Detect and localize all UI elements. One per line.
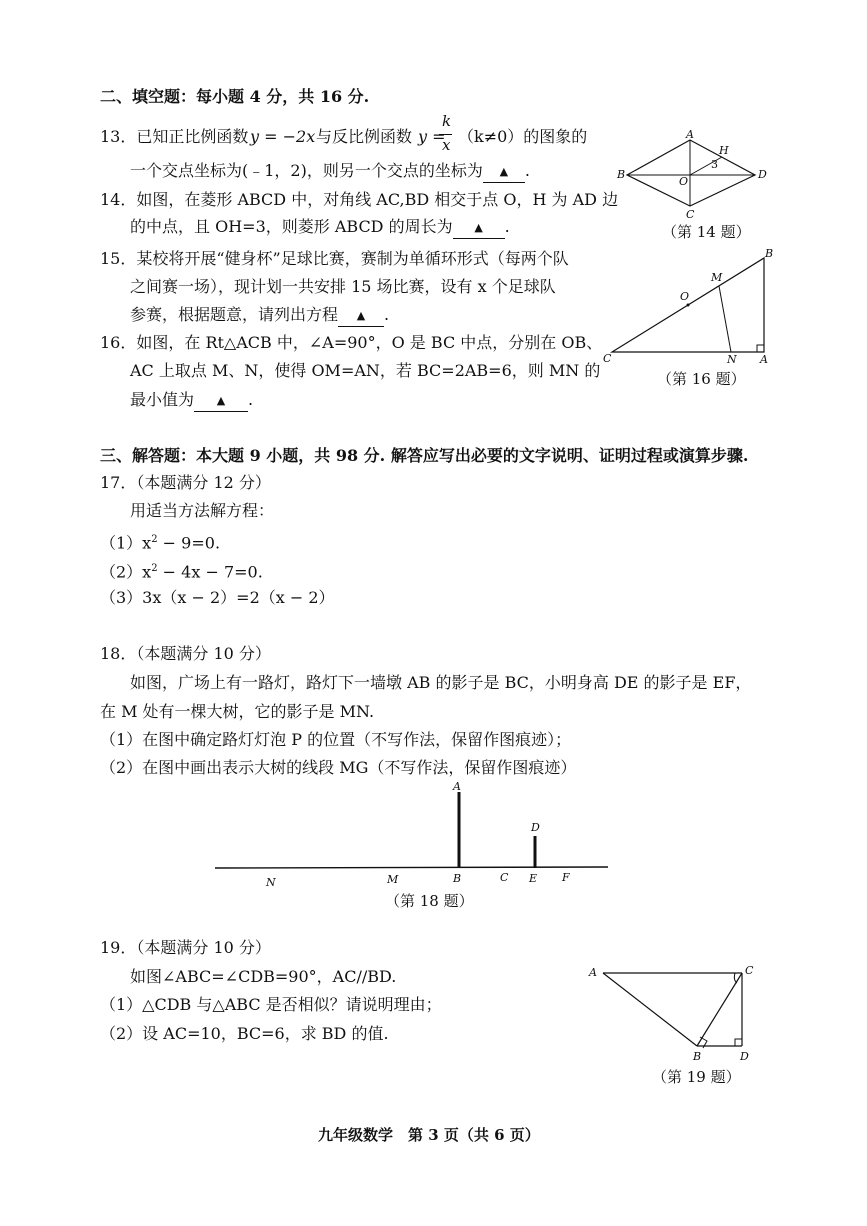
q13-text-a: 13．已知正比例函数 [100, 127, 249, 146]
label-N: N [727, 353, 737, 366]
label-C: C [686, 208, 695, 221]
figure-14-rhombus [615, 128, 785, 221]
period: . [524, 161, 530, 180]
q13-numerator: k [442, 112, 452, 130]
q13-text-c: （k≠0）的图象的 [458, 127, 588, 146]
q19-title: 19．（本题满分 10 分） [100, 938, 271, 957]
label-B: B [765, 247, 774, 260]
q14-line2-wrap [130, 216, 510, 239]
q17-1b: − 9=0. [157, 533, 221, 553]
q15-line2: 之间赛一场），现计划一共安排 15 场比赛，设有 x 个足球队 [130, 277, 556, 296]
squared: 2 [151, 563, 158, 574]
q17-intro: 用适当方法解方程： [130, 501, 275, 520]
answer-blank [194, 391, 248, 412]
q13-text-line2 [130, 160, 530, 183]
q15-line1: 15．某校将开展“健身杯”足球比赛，赛制为单循环形式（每两个队 [100, 249, 569, 268]
q18-line2: 在 M 处有一棵大树，它的影子是 MN. [100, 702, 375, 721]
label-3: 3 [711, 158, 718, 171]
q15-line3: 参赛，根据题意，请列出方程 [130, 305, 339, 324]
label-A: A [589, 966, 597, 979]
answer-mark: ▲ [474, 221, 483, 234]
figure-14-caption: （第 14 题） [662, 223, 751, 241]
label-F: F [562, 871, 570, 884]
figure-16-triangle [600, 248, 780, 368]
label-O: O [679, 175, 689, 188]
label-B: B [453, 872, 462, 885]
q18-part2: （2）在图中画出表示大树的线段 MG（不写作法，保留作图痕迹） [100, 758, 577, 777]
page-footer: 九年级数学 第 3 页（共 6 页） [318, 1126, 540, 1144]
label-B: B [617, 168, 626, 181]
label-D: D [758, 168, 767, 181]
q16-line1: 16．如图，在 Rt△ACB 中，∠A=90°，O 是 BC 中点，分别在 OB、 [100, 333, 603, 352]
q14-line1: 14．如图，在菱形 ABCD 中，对角线 AC,BD 相交于点 O，H 为 AD 边 [100, 190, 619, 209]
q16-line2: AC 上取点 M、N，使得 OM=AN，若 BC=2AB=6，则 MN 的 [130, 361, 601, 380]
q17-title: 17．（本题满分 12 分） [100, 473, 271, 492]
q18-title: 18．（本题满分 10 分） [100, 644, 271, 663]
q15-line3-wrap [130, 304, 389, 327]
label-N: N [266, 876, 276, 889]
q16-line3-wrap [130, 389, 253, 412]
answer-mark: ▲ [499, 165, 509, 178]
figure-19-caption: （第 19 题） [652, 1068, 741, 1086]
period: . [504, 217, 510, 236]
squared: 2 [151, 534, 158, 545]
q17-part2 [100, 558, 263, 583]
label-D: D [531, 821, 540, 834]
figure-16-caption: （第 16 题） [657, 370, 746, 388]
q18-part1: （1）在图中确定路灯灯泡 P 的位置（不写作法，保留作图痕迹）； [100, 730, 572, 749]
section-2-header: 二、填空题：每小题 4 分，共 16 分. [100, 87, 370, 106]
label-C: C [500, 871, 509, 884]
label-A: A [453, 780, 461, 793]
answer-blank [483, 162, 525, 183]
q13-formula-2: y = [418, 127, 446, 146]
label-M: M [711, 271, 723, 284]
q13-text-b: 与反比例函数 [316, 127, 413, 146]
answer-blank [453, 218, 505, 239]
label-M: M [387, 873, 399, 886]
label-E: E [529, 872, 538, 885]
fraction-bar [439, 134, 452, 135]
label-B: B [693, 1050, 702, 1063]
rhombus-outline [627, 140, 755, 206]
figure-18-lamp [215, 780, 615, 890]
q18-line1: 如图，广场上有一路灯，路灯下一墙墩 AB 的影子是 BC，小明身高 DE 的影子是 EF， [130, 673, 752, 692]
q17-part1 [100, 529, 220, 554]
label-A: A [686, 128, 694, 141]
label-C: C [603, 352, 612, 365]
figure-18-caption: （第 18 题） [385, 892, 474, 910]
q13-formula-1: y = −2x [250, 127, 316, 146]
section-3-header: 三、解答题：本大题 9 小题，共 98 分. 解答应写出必要的文字说明、证明过程或演算步骤. [100, 446, 749, 465]
label-A: A [760, 353, 768, 366]
q17-1a: （1）x [100, 533, 152, 553]
q17-2a: （2）x [100, 562, 152, 582]
q19-part2: （2）设 AC=10，BC=6，求 BD 的值. [100, 1024, 389, 1043]
period: . [248, 390, 254, 409]
label-H: H [719, 144, 729, 157]
answer-mark: ▲ [356, 309, 366, 322]
q13-line2: 一个交点坐标为(﹣1，2)，则另一个交点的坐标为 [130, 161, 483, 180]
figure-19-triangles [585, 960, 755, 1063]
q19-line1: 如图∠ABC=∠CDB=90°，AC//BD. [130, 967, 397, 986]
q19-part1: （1）△CDB 与△ABC 是否相似？请说明理由； [100, 995, 442, 1014]
answer-mark: ▲ [216, 394, 226, 407]
q14-line2: 的中点，且 OH=3，则菱形 ABCD 的周长为 [130, 217, 453, 236]
answer-blank [338, 306, 384, 327]
q16-line3: 最小值为 [130, 390, 195, 409]
q13-denominator: x [442, 136, 451, 154]
q17-part3: （3）3x（x − 2）=2（x − 2） [100, 588, 335, 607]
ground-line [215, 867, 608, 868]
label-D: D [740, 1050, 749, 1063]
period: . [384, 305, 390, 324]
label-O: O [680, 290, 690, 303]
label-C: C [745, 964, 754, 977]
q17-2b: − 4x − 7=0. [157, 562, 263, 582]
